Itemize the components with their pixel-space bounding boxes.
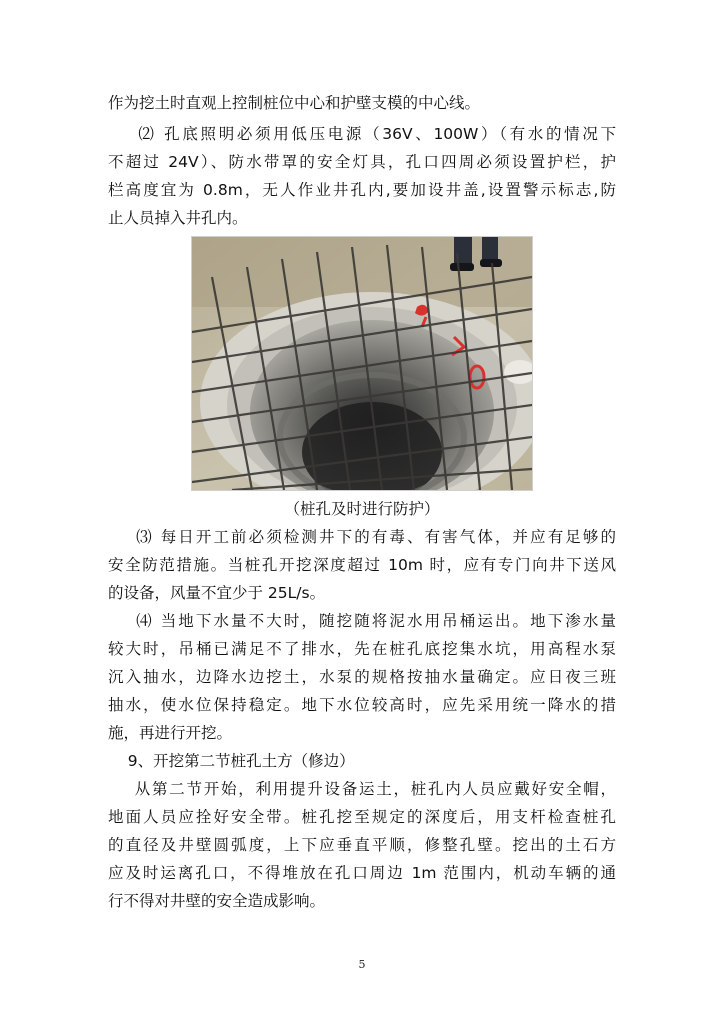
paragraph-line: 止人员掉入井孔内。 [108, 209, 248, 227]
paragraph-line: 的直径及井壁圆弧度，上下应垂直平顺，修整孔壁。挖出的土石方 [108, 836, 616, 854]
paragraph-line: 应及时运离孔口，不得堆放在孔口周边 1m 范围内，机动车辆的通 [108, 864, 616, 882]
paragraph-line: 作为挖土时直观上控制桩位中心和护壁支模的中心线。 [108, 94, 481, 112]
paragraph-line: 抽水，使水位保持稳定。地下水位较高时，应先采用统一降水的措 [108, 696, 616, 714]
paragraph-line: 行不得对井壁的安全造成影响。 [108, 892, 326, 910]
paragraph-line: 沉入抽水，边降水边挖土，水泵的规格按抽水量确定。应日夜三班 [108, 668, 616, 686]
paragraph-line: 较大时，吊桶已满足不了排水，先在桩孔底挖集水坑，用高程水泵 [108, 640, 616, 658]
pile-hole-with-steel-mesh-photo-icon [192, 237, 532, 490]
paragraph-line: 从第二节开始，利用提升设备运土，桩孔内人员应戴好安全帽， [108, 780, 616, 798]
paragraph-line: ⑵ 孔底照明必须用低压电源（36V、100W）（有水的情况下 [108, 125, 616, 143]
paragraph-line: 地面人员应拴好安全带。桩孔挖至规定的深度后，用支杆检查桩孔 [108, 808, 616, 826]
paragraph-line: 不超过 24V）、防水带罩的安全灯具，孔口四周必须设置护栏，护 [108, 153, 616, 171]
paragraph-line: 栏高度宜为 0.8m，无人作业井孔内,要加设井盖,设置警示标志,防 [108, 181, 616, 199]
page-number: 5 [358, 958, 366, 971]
pile-hole-photo [191, 236, 533, 491]
paragraph-line: 安全防范措施。当桩孔开挖深度超过 10m 时，应有专门向井下送风 [108, 556, 616, 574]
figure-caption: （桩孔及时进行防护） [284, 500, 440, 518]
paragraph-line: 的设备，风量不宜少于 25L/s。 [108, 584, 326, 602]
paragraph-line: ⑷ 当地下水量不大时，随挖随将泥水用吊桶运出。地下渗水量 [108, 612, 616, 630]
section-heading: 9、开挖第二节桩孔土方（修边） [108, 752, 355, 770]
paragraph-line: 施，再进行开挖。 [108, 724, 233, 742]
paragraph-line: ⑶ 每日开工前必须检测井下的有毒、有害气体，并应有足够的 [108, 528, 616, 546]
